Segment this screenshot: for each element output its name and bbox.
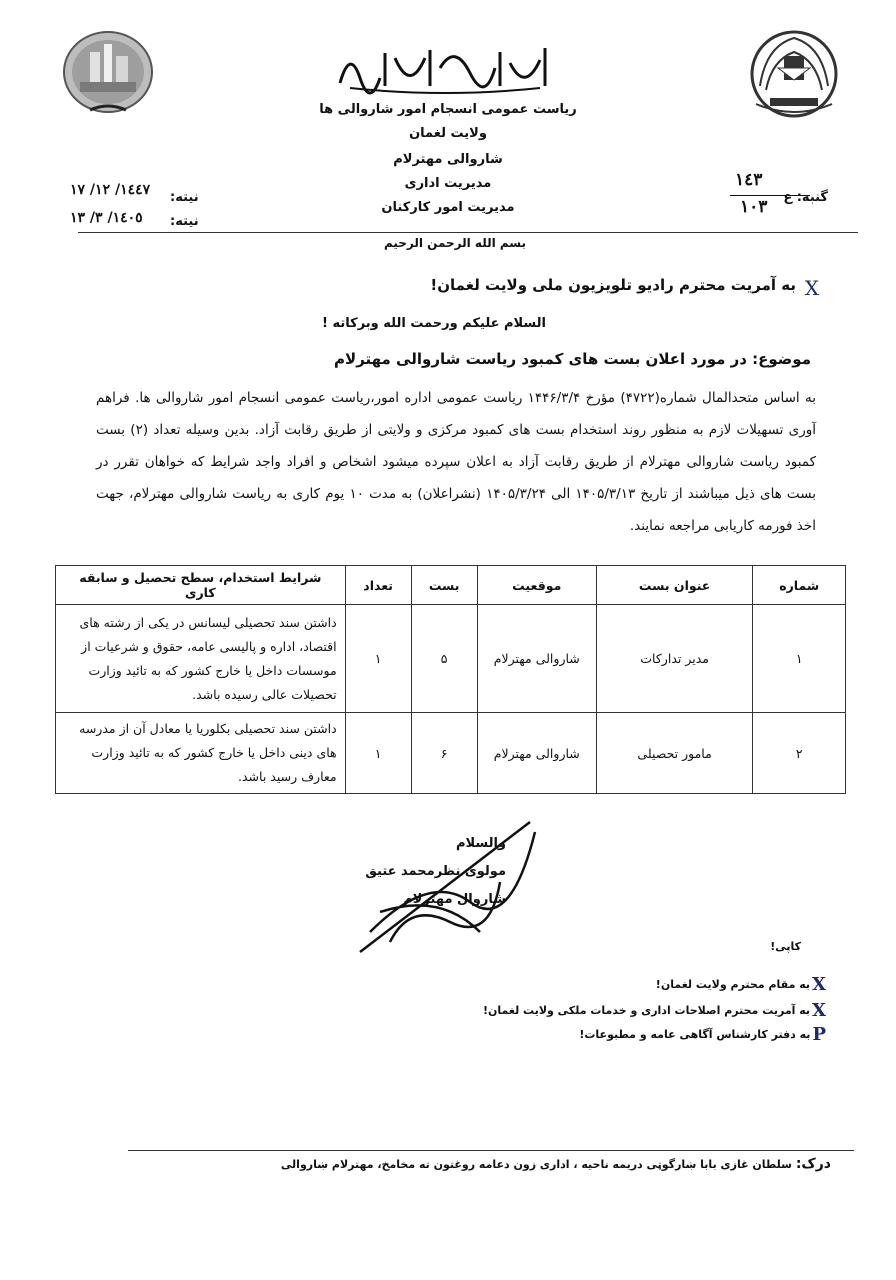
header-grade: بست <box>411 566 477 605</box>
header-divider <box>78 232 858 233</box>
footer-label: درک: <box>795 1156 831 1172</box>
cc-item <box>656 974 826 995</box>
row-conditions: داشتن سند تحصیلی بکلوریا یا معادل آن از مدرسه های دینی داخل یا خارج کشور که به تائید وزارت معارف رسید باشد. <box>56 713 346 794</box>
footer-address <box>281 1156 831 1172</box>
row-grade: ۶ <box>411 713 477 794</box>
header-municipality: شاروالی مهترلام <box>393 152 503 167</box>
cc-check-mark: X <box>812 974 826 995</box>
row-number: ۲ <box>753 713 846 794</box>
row-location: شاروالی مهترلام <box>477 605 596 713</box>
addressee: به آمریت محترم رادیو تلویزیون ملی ولایت لغمان! <box>430 276 796 294</box>
row-number: ۱ <box>753 605 846 713</box>
subject: موضوع: در مورد اعلان بست های کمبود ریاست شاروالی مهترلام <box>334 350 811 368</box>
coat-of-arms-icon <box>746 26 842 122</box>
bismillah: بسم الله الرحمن الرحيم <box>383 236 527 250</box>
row-conditions: داشتن سند تحصیلی لیسانس در یکی از رشته های اقتصاد، اداره و پالیسی عامه، حقوق و شرعیات از موسسات داخل یا خارج کشور که به تائید وزارت تحصیلات عالی رسیده باشد. <box>56 605 346 713</box>
row-grade: ۵ <box>411 605 477 713</box>
cc-item <box>483 1000 826 1021</box>
header-province: ولایت لغمان <box>409 126 487 141</box>
cc-item-text: به آمریت محترم اصلاحات اداری و خدمات ملکی ولایت لغمان! <box>482 1004 811 1017</box>
signatory-position: شاروال مهترلام <box>403 892 506 907</box>
date-hijri-value: ١٤٤٧/ ١٢/ ١٧ <box>70 182 151 198</box>
closing: والسلام <box>455 836 506 851</box>
cc-title: کاپی! <box>770 940 801 953</box>
addressee-check-mark: X <box>804 276 819 300</box>
date-solar-label: نیته: <box>170 214 199 229</box>
table-row <box>56 605 846 713</box>
cc-check-mark: X <box>812 1000 826 1021</box>
header-conditions: شرایط استخدام، سطح تحصیل و سابقه کاری <box>56 566 346 605</box>
footer-address-text: سلطان غازی بابا ښارگوټی دریمه ناحیه ، اداری زون دعامه روغتون ته مخامخ، مهترلام ښاروالی <box>280 1158 792 1171</box>
letter-body: به اساس متحدالمال شماره(۴۷۲۲) مؤرخ ۱۴۴۶/۳/۴ ریاست عمومی اداره امور،ریاست عمومی انسجام امور شاروالی ها. فراهم آوری تسهیلات لازم به منظور روند استخدام بست های کمبود مرکزی و ولایتی از طریق رقابت آزاد. بدین وسیله تعداد (۲) بست کمبود ریاست شاروالی مهترلام از طریق رقابت آزاد به اعلان سپرده میشود اشخاص و افراد واجد شرایط که خواهان تقرر در بست های ذیل میباشند از تاریخ ۱۴۰۵/۳/۱۳ الی ۱۴۰۵/۳/۲۴ (نشراعلان) به مدت ۱۰ یوم کاری به ریاست شاروالی مهترلام، جهت اخذ فورمه کاریابی مراجعه نمایند. <box>96 390 816 534</box>
table-row <box>56 713 846 794</box>
reference-number-label: گنبه: ع <box>783 190 828 205</box>
header-post-title: عنوان بست <box>596 566 753 605</box>
reference-number-bottom: ١٠٣ <box>740 197 768 217</box>
cc-item <box>579 1024 826 1045</box>
header-count: تعداد <box>345 566 411 605</box>
header-ministry: ریاست عمومی انسجام امور شاروالی ها <box>319 102 577 117</box>
cc-item-text: به دفتر کارشناس آگاهی عامه و مطبوعات! <box>579 1028 811 1041</box>
municipality-seal-icon <box>60 30 156 120</box>
vacancy-table <box>55 565 846 794</box>
date-solar-value: ١٤٠٥/ ٣/ ١٣ <box>70 210 143 226</box>
row-post-title: مدیر تدارکات <box>596 605 753 713</box>
row-location: شاروالی مهترلام <box>477 713 596 794</box>
table-header-row <box>56 566 846 605</box>
row-post-title: مامور تحصیلی <box>596 713 753 794</box>
row-count: ۱ <box>345 713 411 794</box>
date-hijri-label: نیته: <box>170 190 199 205</box>
cc-item-text: به مقام محترم ولایت لغمان! <box>655 978 811 991</box>
greeting: السلام علیکم ورحمت الله وبرکاته ! <box>322 316 546 331</box>
reference-number-top: ١٤٣ <box>735 170 763 190</box>
header-admin-department: مدیریت اداری <box>404 176 492 191</box>
row-count: ۱ <box>345 605 411 713</box>
header-personnel-department: مدیریت امور کارکنان <box>381 200 515 215</box>
emirate-calligraphy-logo <box>330 38 560 98</box>
handwritten-signature <box>350 812 550 962</box>
cc-check-mark: P <box>812 1024 826 1045</box>
header-location: موقعیت <box>477 566 596 605</box>
header-number: شماره <box>753 566 846 605</box>
signatory-name: مولوی نظرمحمد عتیق <box>365 864 506 879</box>
footer-divider <box>128 1150 854 1151</box>
